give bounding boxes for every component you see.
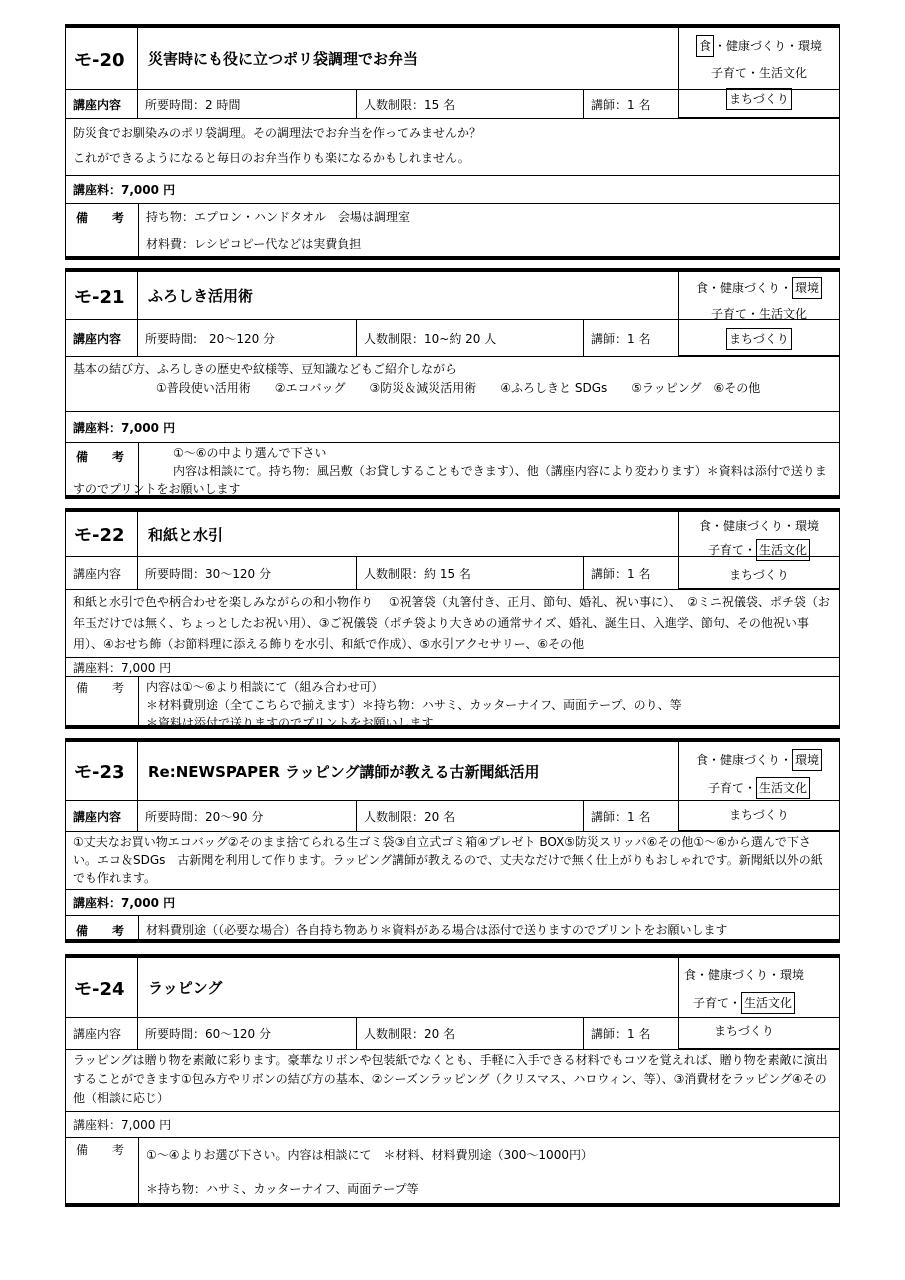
capacity: 人数制限：約 15 名 [356,557,583,589]
fee-row [66,657,839,676]
category-town: まちづくり [726,88,792,110]
remarks-body [138,1138,839,1203]
fee: 講座料：7,000 円 [73,183,176,197]
category-town: まちづくり [729,567,789,582]
remarks-line: ＊材料費別途（全てこちらで揃えます）＊持ち物：ハサミ、カッターナイフ、両面テープ、のり、等 [146,698,682,712]
category-health: ・健康づくり・ [713,38,798,53]
fee-row [66,411,839,442]
description-text: 和紙と水引で色や柄合わせを楽しみながらの和小物作り ①祝箸袋（丸箸付き、正月、節句、婚礼、祝い事に）、 ②ミニ祝儀袋、ポチ袋（お年玉だけでは無く、ちょっとしたお祝い用）、③ご祝儀袋（ポチ袋より大きめの通常サイズ、婚礼、誕生日、入進学、節句、その他祝い事用）、④おせち飾（お節料理に添える飾りを水引、和紙で作成）、⑤水引アクセサリー、⑥その他 [73,595,830,651]
remarks-body [138,677,839,730]
duration: 所要時間：30～120 分 [137,557,356,589]
category-culture: 生活文化 [756,777,810,799]
description-row [66,589,839,657]
course-code: モ-20 [74,49,125,71]
instructors: 講師：1 名 [583,557,679,589]
category-env: 環境 [798,38,823,53]
course-title: 和紙と水引 [137,512,679,556]
remarks-label: 備 考 [76,450,124,464]
category-tags [678,28,839,118]
category-child: 子育て・ [707,781,756,795]
course-code: モ-24 [74,978,125,1000]
description-text: ラッピングは贈り物を素敵に彩ります。豪華なリボンや包装紙でなくとも、手軽に入手できる材料でもコツを覚えれば、贈り物を素敵に演出することができます①包み方やリボンの結び方の基本、②シーズンラッピング（クリスマス、ハロウィン、等）、③消費材をラッピング④その他（相談に応じ） [73,1053,828,1105]
fee-row [66,175,839,203]
category-town: まちづくり [729,807,789,822]
category-food: 食 [695,752,708,767]
category-food: 食 [683,968,696,982]
course-code: モ-22 [74,525,125,546]
course-title: ラッピング [137,958,679,1017]
category-child: 子育て・ [692,996,741,1010]
course-mo21 [65,268,840,499]
duration: 所要時間：2 時間 [137,90,356,118]
fee-row [66,1111,839,1137]
description-row [66,831,839,889]
course-code: モ-21 [74,286,125,308]
content-label: 講座内容 [73,1027,122,1041]
remarks-line: ①～④よりお選び下さい。内容は相談にて ＊材料、材料費別途（300～1000円） [146,1148,593,1162]
remarks-row [66,442,839,495]
capacity: 人数制限：15 名 [356,90,583,118]
remarks-row [66,1137,839,1203]
category-food: 食 [695,281,708,296]
category-env: 環境 [792,277,822,299]
category-child: 子育て・ [707,543,756,557]
course-mo22 [65,508,840,729]
course-title: ふろしき活用術 [137,272,679,319]
remarks-label: 備 考 [76,924,124,938]
fee: 講座料：7,000 円 [73,896,176,910]
description-row [66,118,839,175]
duration: 所要時間：20～90 分 [137,801,356,831]
category-env: 環境 [792,749,822,771]
course-title: Re:NEWSPAPER ラッピング講師が教える古新聞紙活用 [137,742,679,800]
fee: 講座料：7,000 円 [73,420,176,435]
category-food: 食 [698,518,711,533]
capacity: 人数制限：20 名 [356,801,583,831]
category-tags [678,512,839,589]
category-health: ・健康づくり・ [710,518,795,533]
content-label: 講座内容 [73,331,122,346]
remarks-line: 材料費別途（（必要な場合）各自持ち物あり＊資料がある場合は添付で送りますのでプリントをお願いします [146,923,728,937]
description-line: これができるようになると毎日のお弁当作りも楽になるかもしれません。 [73,151,470,165]
course-title: 災害時にも役に立つポリ袋調理でお弁当 [137,28,679,89]
duration: 所要時間：60～120 分 [137,1018,356,1049]
course-mo24 [65,954,840,1207]
category-town: まちづくり [714,1024,774,1038]
description-row [66,1049,839,1111]
description-line: 防災食でお馴染みのポリ袋調理。その調理法でお弁当を作ってみませんか？ [73,126,482,140]
category-health: ・健康づくり・ [707,752,792,767]
duration: 所要時間: 20～120 分 [137,320,356,356]
category-town: まちづくり [726,328,792,350]
remarks-row [66,676,839,730]
capacity: 人数制限：20 名 [356,1018,583,1049]
category-tags [678,272,839,356]
instructors: 講師：1 名 [583,320,679,356]
category-culture: 生活文化 [759,65,808,80]
remarks-line: 材料費：レシピコピー代などは実費負担 [146,237,362,251]
fee-row [66,889,839,915]
category-env: 環境 [780,968,805,982]
course-mo20 [65,24,840,260]
category-tags [678,742,839,831]
remarks-row [66,203,839,256]
category-child: 子育て・ [710,65,759,80]
category-child: 子育て・ [710,306,759,321]
remarks-body [138,204,839,256]
remarks-body [138,916,839,939]
remarks-row [66,915,839,939]
description-line: 基本の結び方、ふろしきの歴史や紋様等、豆知識などもご紹介しながら [73,362,458,376]
remarks-label: 備 考 [76,681,124,695]
category-food: 食 [696,35,714,57]
remarks-line: ＊資料は添付で送りますのでプリントをお願いします [146,716,434,730]
remarks-line: ＊持ち物：ハサミ、カッターナイフ、両面テープ等 [146,1182,419,1196]
instructors: 講師：1 名 [583,90,679,118]
category-culture: 生活文化 [759,306,808,321]
course-mo23 [65,738,840,943]
description-line: ①普段使い活用術 ②エコバッグ ③防災＆減災活用術 ④ふろしきと SDGs ⑤ラッピング ⑥その他 [156,381,761,395]
fee: 講座料：7,000 円 [73,1118,172,1132]
description-text: ①丈夫なお買い物エコバッグ②そのまま捨てられる生ゴミ袋③自立式ゴミ箱④プレゼト BOX⑤防災スリッパ⑥その他①～⑥から選んで下さい。エコ＆SDGs 古新聞を利用して作ります。ラッピング講師が教えるので、丈夫なだけで無く仕上がりもおしゃれです。新聞紙以外の紙でも作れます。 [73,835,823,885]
capacity: 人数制限：10~約 20 人 [356,320,583,356]
content-label: 講座内容 [73,97,122,112]
category-tags [678,958,839,1049]
content-label: 講座内容 [73,809,122,824]
instructors: 講師：1 名 [583,801,679,831]
category-culture: 生活文化 [756,539,810,561]
course-code: モ-23 [74,762,125,783]
category-env: 環境 [795,518,820,533]
remarks-label: 備 考 [76,211,124,225]
fee: 講座料：7,000 円 [73,660,172,675]
description-row [66,356,839,411]
remarks-line: 持ち物：エプロン・ハンドタオル 会場は調理室 [146,210,411,224]
remarks-line: ①～⑥の中より選んで下さい [173,446,327,460]
category-culture: 生活文化 [741,992,795,1014]
remarks-label: 備 考 [76,1143,124,1157]
category-health: ・健康づくり・ [695,968,780,982]
content-label: 講座内容 [73,566,122,581]
remarks-line: 内容は①～⑥より相談にて（組み合わせ可） [146,680,384,694]
category-health: ・健康づくり・ [707,281,792,296]
instructors: 講師：1 名 [583,1018,679,1049]
remarks-line: 内容は相談にて。持ち物：風呂敷（お貸しすることもできます）、他（講座内容により変わります）＊資料は添付で送りますのでプリントをお願いします [73,464,827,496]
